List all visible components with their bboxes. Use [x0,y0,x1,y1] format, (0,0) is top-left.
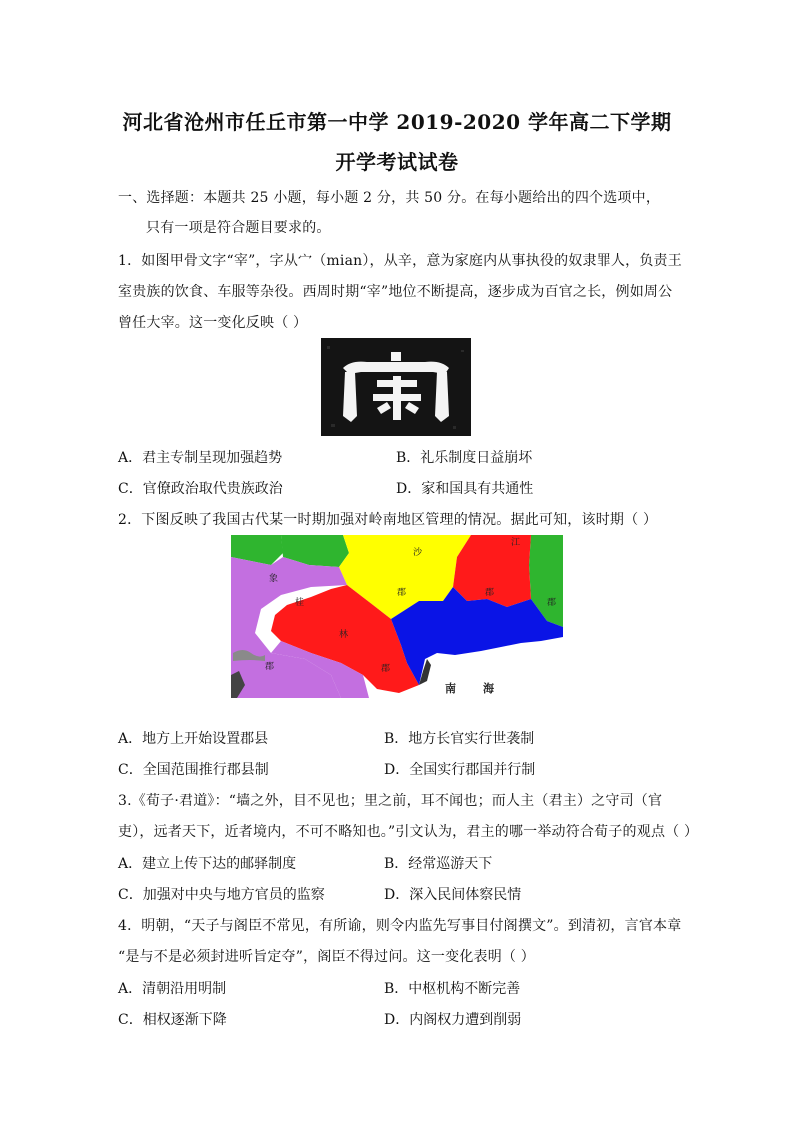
map-label-lin: 林 [339,630,349,640]
q4-option-c[interactable]: C．相权逐渐下降 [118,1012,227,1028]
map-label-jun-green: 郡 [547,598,557,608]
section-instruction: 一、选择题：本题共 25 小题，每小题 2 分，共 50 分。在每小题给出的四个选项中， [118,190,661,206]
q1-option-a[interactable]: A．君主专制呈现加强趋势 [118,450,283,466]
section-instruction-cont: 只有一项是符合题目要求的。 [146,220,331,236]
q2-option-c[interactable]: C．全国范围推行郡县制 [118,762,269,778]
q4-option-b[interactable]: B．中枢机构不断完善 [384,981,521,997]
q3-option-a[interactable]: A．建立上传下达的邮驿制度 [118,856,297,872]
q2-option-b[interactable]: B．地方长官实行世袭制 [384,731,535,747]
q4-option-d[interactable]: D．内阁权力遭到削弱 [384,1012,522,1028]
q4-option-a[interactable]: A．清朝沿用明制 [118,981,227,997]
q3-option-c[interactable]: C．加强对中央与地方官员的监察 [118,887,325,903]
q3-stem-line1: 3.《荀子·君道》：“墙之外，目不见也；里之前，耳不闻也；而人主（君主）之守司（官 [118,793,663,809]
lingnan-commandery-map [231,535,563,698]
oracle-bone-zai-image [321,338,471,436]
q4-stem-line2: “是与不是必须封进听旨定夺”，阁臣不得过问。这一变化表明（ ） [118,949,535,965]
exam-title-line1: 河北省沧州市任丘市第一中学 2019-2020 学年高二下学期 [122,110,672,134]
map-label-jun-xiang: 郡 [265,662,275,672]
q1-option-d[interactable]: D．家和国具有共通性 [396,481,534,497]
map-label-jun-guilin: 郡 [381,664,391,674]
q2-option-a[interactable]: A．地方上开始设置郡县 [118,731,269,747]
map-label-hai: 海 [483,682,494,695]
map-label-gui: 桂 [295,598,305,608]
q1-option-b[interactable]: B．礼乐制度日益崩坏 [396,450,533,466]
q1-option-c[interactable]: C．官僚政治取代贵族政治 [118,481,283,497]
q3-option-d[interactable]: D．深入民间体察民情 [384,887,522,903]
exam-title-line2: 开学考试试卷 [335,150,459,174]
map-label-sha: 沙 [413,548,423,558]
map-label-nan: 南 [445,682,456,695]
map-label-jiang: 江 [511,538,521,548]
map-label-jun-changsha: 郡 [397,588,407,598]
q4-stem-line1: 4．明朝，“天子与阁臣不常见，有所谕，则令内监先写事目付阁撰文”。到清初，言官本章 [118,918,682,934]
map-label-jun-red: 郡 [485,588,495,598]
map-label-xiang: 象 [269,574,279,584]
q2-stem: 2．下图反映了我国古代某一时期加强对岭南地区管理的情况。据此可知，该时期（ ） [118,512,658,528]
q1-stem-line3: 曾任大宰。这一变化反映（ ） [118,315,308,331]
q3-stem-line2: 吏），远者天下，近者境内，不可不略知也。”引文认为，君主的哪一举动符合荀子的观点（ ） [118,824,699,840]
q3-option-b[interactable]: B．经常巡游天下 [384,856,493,872]
q1-stem-line1: 1．如图甲骨文字“宰”，字从宀（mian），从辛，意为家庭内从事执役的奴隶罪人，负责王 [118,253,682,269]
q2-option-d[interactable]: D．全国实行郡国并行制 [384,762,536,778]
q1-stem-line2: 室贵族的饮食、车服等杂役。西周时期“宰”地位不断提高，逐步成为百官之长，例如周公 [118,284,673,300]
